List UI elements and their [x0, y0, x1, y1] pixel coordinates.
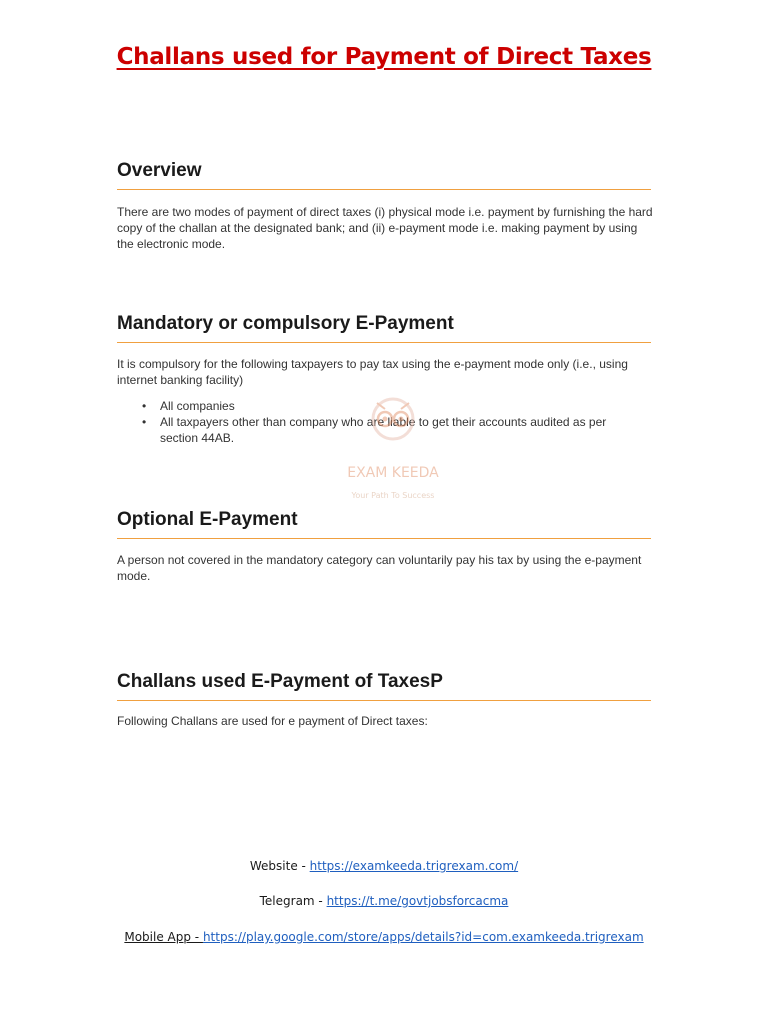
footer-telegram — [0, 894, 768, 908]
footer-mobile-app — [0, 930, 768, 944]
watermark-tagline: Your Path To Success — [351, 491, 435, 500]
challans-heading: Challans used E-Payment of TaxesP — [117, 671, 651, 701]
mobile-app-link[interactable]: https://play.google.com/store/apps/details?id=com.examkeeda.trigrexam — [202, 930, 644, 944]
owl-logo-icon — [363, 395, 423, 445]
list-item: • All companies — [117, 398, 637, 414]
website-label: Website - — [249, 859, 310, 873]
challans-text: Following Challans are used for e payment of Direct taxes: — [117, 714, 428, 728]
mobile-app-label: Mobile App - — [124, 930, 203, 944]
telegram-label: Telegram - — [259, 894, 327, 908]
watermark-brand: EXAM KEEDA — [347, 465, 439, 481]
list-item: • All taxpayers other than company who are liable to get their accounts audited as per section 44AB. — [117, 414, 637, 446]
optional-text: A person not covered in the mandatory category can voluntarily pay his tax by using the e-payment mode. — [117, 553, 642, 583]
telegram-link[interactable]: https://t.me/govtjobsforcacma — [326, 894, 509, 908]
overview-text: There are two modes of payment of direct taxes (i) physical mode i.e. payment by furnishing the hard copy of the challan at the designated bank; and (ii) e-payment mode i.e. making payment by using the electronic mode. — [117, 205, 653, 251]
exam-keeda-watermark — [320, 385, 466, 505]
mandatory-heading: Mandatory or compulsory E-Payment — [117, 313, 651, 343]
footer-website — [0, 859, 768, 873]
optional-heading: Optional E-Payment — [117, 509, 651, 539]
page-title-text: Challans used for Payment of Direct Taxes — [116, 44, 652, 70]
overview-heading: Overview — [117, 160, 651, 190]
website-link[interactable]: https://examkeeda.trigrexam.com/ — [309, 859, 519, 873]
page-title — [0, 44, 768, 70]
mandatory-text: It is compulsory for the following taxpayers to pay tax using the e-payment mode only (i.e., using internet banking facility) — [117, 357, 628, 387]
